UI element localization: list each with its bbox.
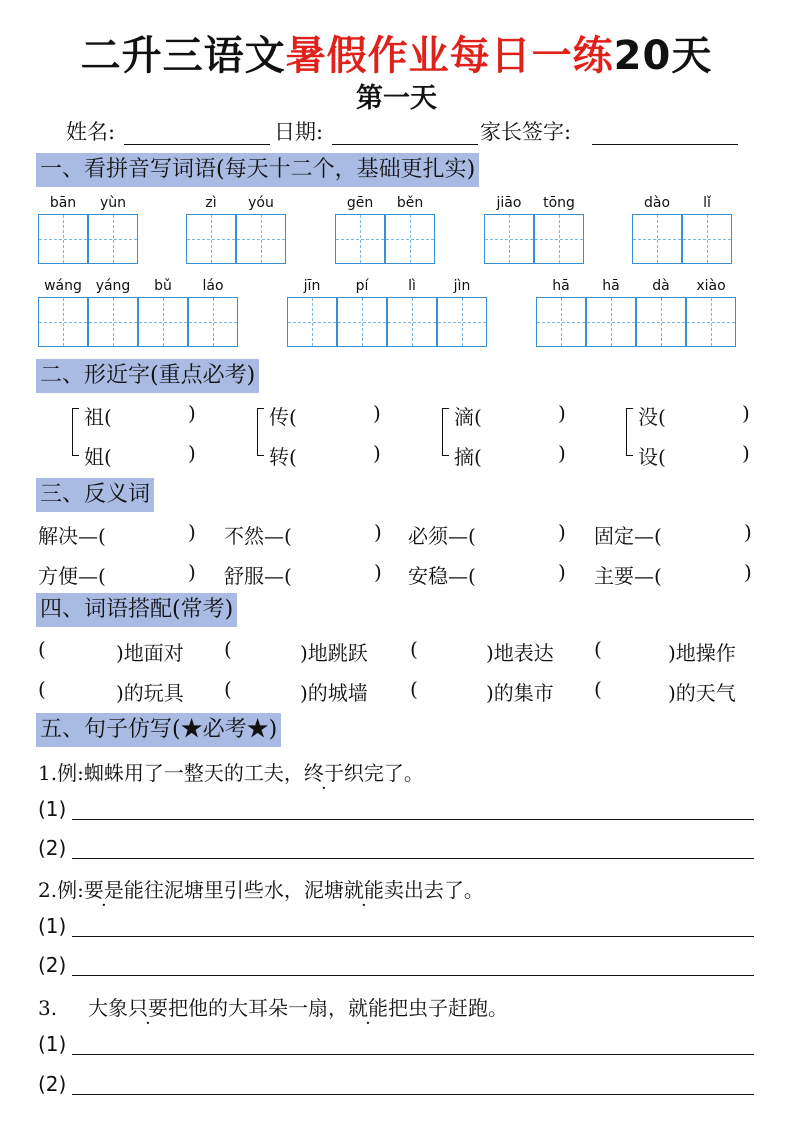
collocation-word: )地跳跃 [300,641,368,665]
writing-box[interactable] [287,297,337,347]
answer-2-2-line[interactable] [72,975,754,976]
example-2-keyword-1: 要是 [83,878,124,902]
example-1 [38,757,424,786]
pinyin-label: yáng [95,278,131,294]
answer-blank[interactable]: ( [224,637,232,661]
answer-blank[interactable]: ) [742,441,750,465]
answer-1-1-line[interactable] [72,819,754,820]
writing-box[interactable] [534,214,584,264]
answer-blank[interactable]: ) [374,520,382,544]
antonym-word: 舒服—( [224,564,292,588]
example-2-text-e: 卖出去了。 [383,878,484,902]
example-2-keyword-2: 就能 [343,878,384,902]
writing-box[interactable] [536,297,586,347]
pinyin-label: lì [408,278,416,294]
answer-blank[interactable]: ( [38,637,46,661]
pinyin-label: hā [602,278,620,294]
title-part-2: 暑假作业每日一练 [285,33,614,79]
answer-3-2-label: (2) [38,1072,67,1096]
date-label: 日期: [274,120,324,144]
writing-box[interactable] [186,214,236,264]
example-1-text-c: 织完了。 [343,761,424,785]
answer-blank[interactable]: ) [188,520,196,544]
similar-char: 传( [269,405,297,429]
section-4-header: 四、词语搭配(常考) [36,593,237,627]
writing-box[interactable] [682,214,732,264]
answer-1-2-label: (2) [38,836,67,860]
day-subtitle: 第一天 [356,83,437,114]
bracket-icon [72,408,79,456]
example-1-keyword: 终于 [303,761,344,785]
example-3-keyword-1: 只要 [128,996,168,1020]
writing-box[interactable] [236,214,286,264]
collocation-word: )地操作 [668,641,736,665]
answer-blank[interactable]: ) [188,560,196,584]
pinyin-label: lǐ [703,195,711,211]
answer-3-2-line[interactable] [72,1094,754,1095]
pinyin-label: yóu [248,195,274,211]
similar-char: 设( [638,445,666,469]
pinyin-label: dà [652,278,670,294]
answer-blank[interactable]: ) [742,401,750,425]
answer-blank[interactable]: ) [373,401,381,425]
answer-blank[interactable]: ( [594,637,602,661]
collocation-word: )地表达 [486,641,554,665]
answer-blank[interactable]: ) [744,560,752,584]
pinyin-label: jìn [453,278,471,294]
answer-blank[interactable]: ) [558,401,566,425]
collocation-word: )地面对 [116,641,184,665]
similar-char: 姐( [84,445,112,469]
pinyin-label: dào [643,195,671,211]
answer-2-1-label: (1) [38,914,67,938]
collocation-word: )的集市 [486,681,554,705]
example-3-number: 3. [38,996,58,1020]
writing-box[interactable] [38,214,88,264]
writing-box[interactable] [387,297,437,347]
pinyin-label: yùn [99,195,127,211]
writing-box[interactable] [38,297,88,347]
answer-2-2-label: (2) [38,953,67,977]
answer-2-1-line[interactable] [72,936,754,937]
answer-blank[interactable]: ) [373,441,381,465]
answer-blank[interactable]: ( [410,677,418,701]
bracket-icon [257,408,264,456]
pinyin-label: gēn [346,195,374,211]
writing-box[interactable] [138,297,188,347]
antonym-word: 固定—( [594,524,662,548]
parent-sign-label: 家长签字: [480,120,572,144]
antonym-word: 解决—( [38,524,106,548]
answer-blank[interactable]: ) [744,520,752,544]
writing-box[interactable] [335,214,385,264]
title-part-3: 20天 [613,33,713,79]
antonym-word: 安稳—( [408,564,476,588]
bracket-icon [626,408,633,456]
answer-3-1-line[interactable] [72,1054,754,1055]
writing-box[interactable] [632,214,682,264]
writing-box[interactable] [437,297,487,347]
answer-blank[interactable]: ( [410,637,418,661]
antonym-word: 主要—( [594,564,662,588]
writing-box[interactable] [686,297,736,347]
pinyin-label: tōng [543,195,575,211]
pinyin-label: xiào [696,278,726,294]
similar-char: 转( [269,445,297,469]
name-label: 姓名: [66,120,116,144]
title-part-1: 二升三语文 [80,33,286,79]
writing-box[interactable] [88,297,138,347]
writing-box[interactable] [586,297,636,347]
answer-blank[interactable]: ) [558,441,566,465]
antonym-word: 不然—( [224,524,292,548]
section-1-header: 一、看拼音写词语(每天十二个，基础更扎实) [36,153,479,187]
answer-1-2-line[interactable] [72,858,754,859]
collocation-word: )的城墙 [300,681,368,705]
pinyin-label: hā [552,278,570,294]
answer-blank[interactable]: ( [594,677,602,701]
pinyin-label: wáng [44,278,82,294]
antonym-word: 必须—( [408,524,476,548]
antonym-word: 方便—( [38,564,106,588]
answer-1-1-label: (1) [38,797,67,821]
answer-3-1-label: (1) [38,1032,67,1056]
pinyin-label: jiāo [496,195,522,211]
example-2-text-c: 能往泥塘里引些水，泥塘 [123,878,344,902]
section-2-header: 二、形近字(重点必考) [36,359,259,393]
pinyin-label: láo [202,278,224,294]
pinyin-label: bān [49,195,77,211]
similar-char: 祖( [84,405,112,429]
collocation-word: )的天气 [668,681,736,705]
similar-char: 滴( [454,405,482,429]
date-field[interactable] [332,144,478,145]
example-2-text-a: 2.例: [38,878,84,902]
answer-blank[interactable]: ) [558,560,566,584]
pinyin-label: bǔ [154,278,172,294]
example-3-text-f: 把虫子赶跑。 [388,996,508,1020]
answer-blank[interactable]: ) [374,560,382,584]
pinyin-label: zì [205,195,217,211]
example-2 [38,874,484,903]
section-3-header: 三、反义词 [36,478,154,512]
writing-box[interactable] [88,214,138,264]
parent-sign-field[interactable] [592,144,738,145]
bracket-icon [442,408,449,456]
example-1-text-a: 1.例:蜘蛛用了一整天的工夫， [38,761,304,785]
pinyin-label: pí [355,278,369,294]
answer-blank[interactable]: ( [224,677,232,701]
example-3 [38,992,508,1021]
answer-blank[interactable]: ) [188,441,196,465]
example-3-text-d: 把他的大耳朵一扇， [168,996,348,1020]
example-3-text-b: 大象 [88,996,128,1020]
similar-char: 摘( [454,445,482,469]
writing-box[interactable] [337,297,387,347]
answer-blank[interactable]: ( [38,677,46,701]
writing-box[interactable] [188,297,238,347]
similar-char: 没( [638,405,666,429]
writing-box[interactable] [484,214,534,264]
name-field[interactable] [124,144,270,145]
pinyin-label: běn [396,195,424,211]
page-title [0,24,793,81]
answer-blank[interactable]: ) [188,401,196,425]
pinyin-label: jīn [303,278,321,294]
writing-box[interactable] [636,297,686,347]
collocation-word: )的玩具 [116,681,184,705]
writing-box[interactable] [385,214,435,264]
example-3-keyword-2: 就能 [348,996,388,1020]
section-5-header: 五、句子仿写(★必考★) [36,713,281,747]
answer-blank[interactable]: ) [558,520,566,544]
